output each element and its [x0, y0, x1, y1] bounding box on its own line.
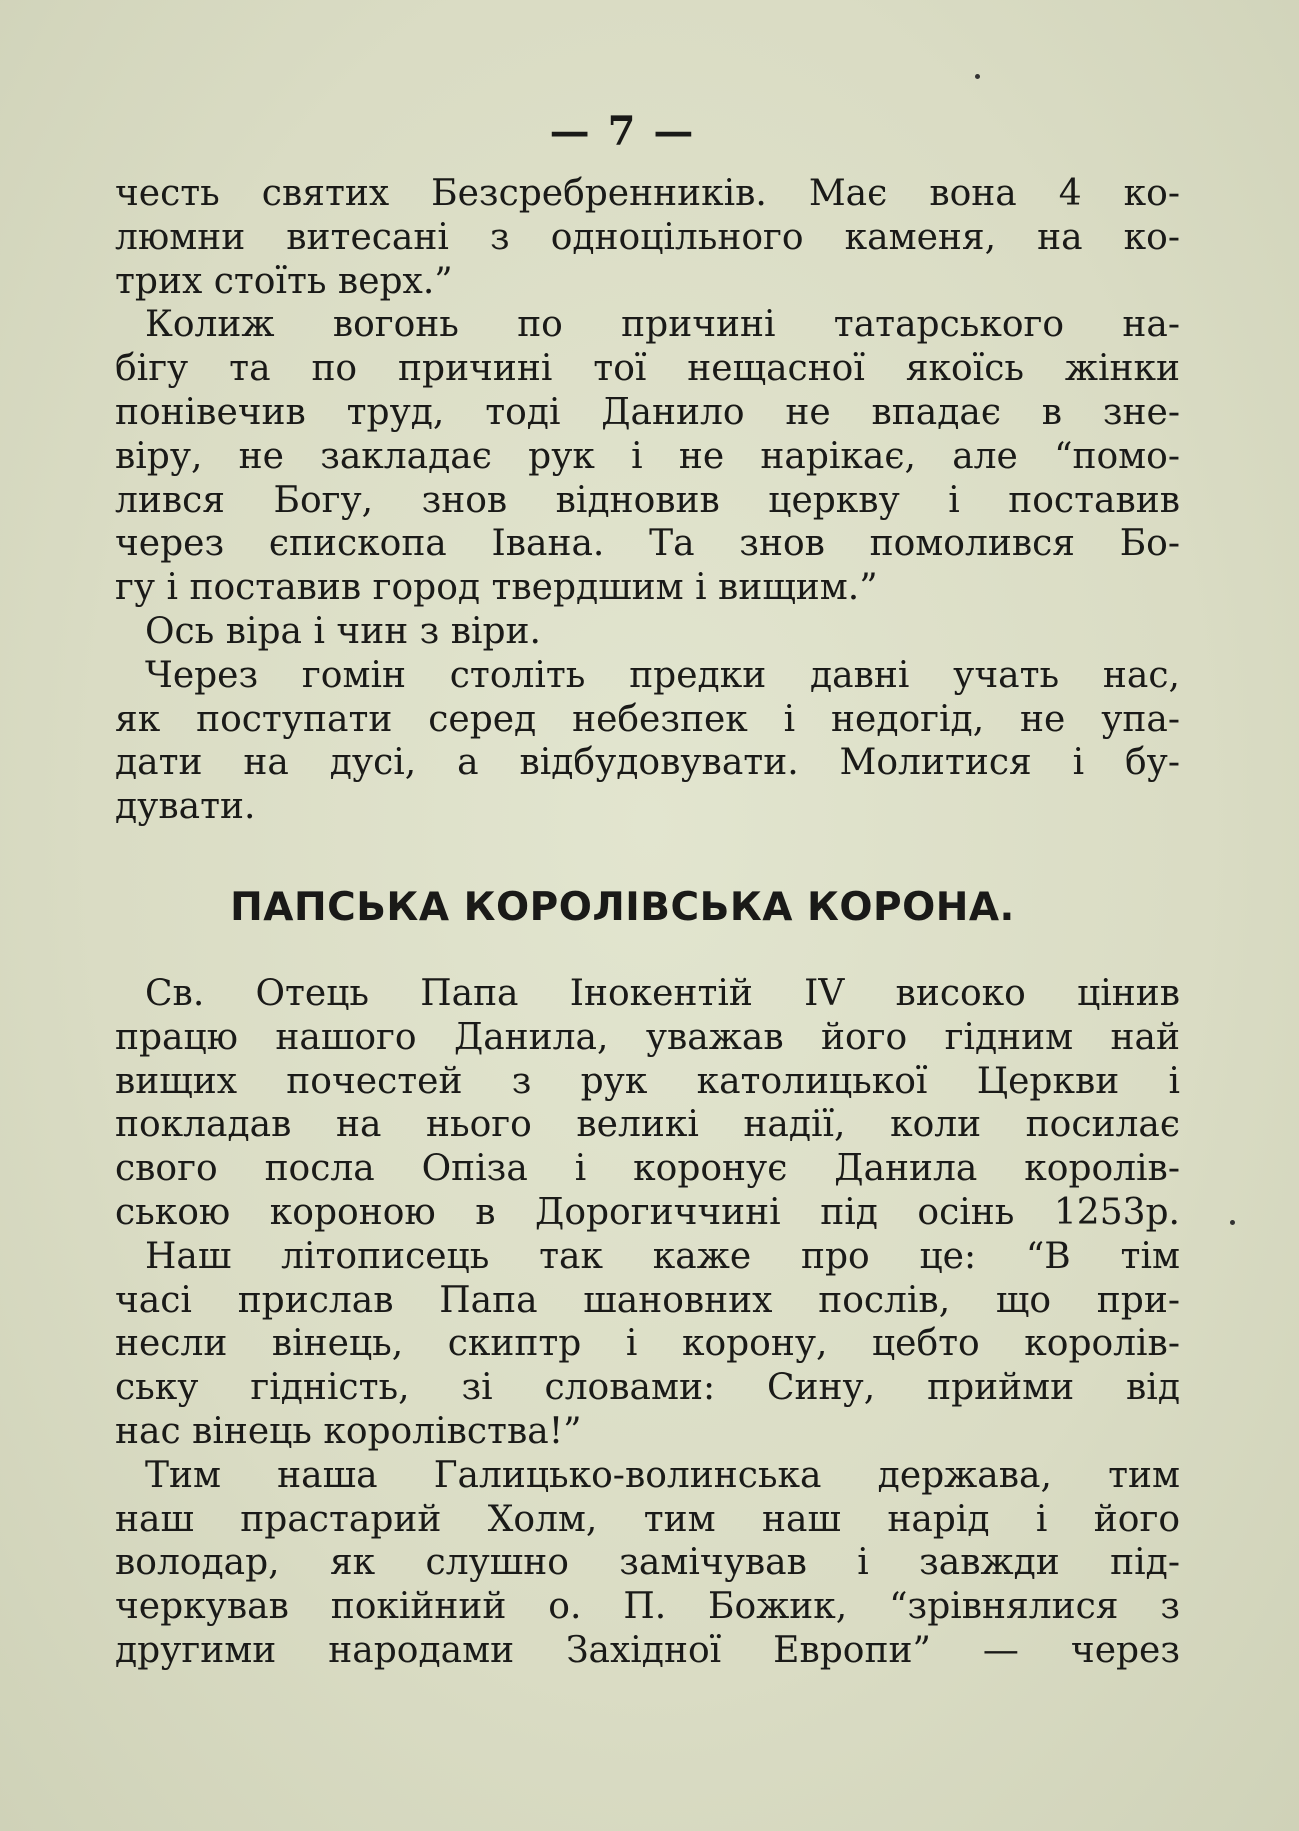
section-heading: ПАПСЬКА КОРОЛІВСЬКА КОРОНА.: [230, 885, 1015, 930]
text-line: дувати.: [115, 786, 256, 828]
text-line: володар, як слушно замічував і завжди під-: [115, 1542, 1180, 1584]
text-line: ською короною в Дорогиччині під осінь 1253р.: [115, 1191, 1180, 1233]
text-line: честь святих Безсребренників. Має вона 4 ко-: [115, 173, 1180, 214]
text-line: другими народами Західної Европи” — через: [115, 1629, 1180, 1671]
paper-speck: [1230, 1220, 1235, 1225]
text-line: Через гомін століть предки давні учать нас,: [145, 654, 1180, 696]
text-line: трих стоїть верх.”: [115, 260, 453, 302]
text-line: працю нашого Данила, уважав його гідним най: [115, 1016, 1180, 1058]
text-line: свого посла Опіза і коронує Данила королів-: [115, 1148, 1180, 1190]
text-line: як поступати серед небезпек і недогід, не упа-: [115, 698, 1180, 740]
text-line: ську гідність, зі словами: Сину, прийми від: [115, 1367, 1180, 1409]
text-line: гу і поставив город твердшим і вищим.”: [115, 567, 878, 609]
text-line: черкував покійний о. П. Божик, “зрівнялися з: [115, 1586, 1180, 1628]
text-line: Св. Отець Папа Інокентій IV високо цінив: [145, 973, 1180, 1014]
text-line: люмни витесані з одноцільного каменя, на ко-: [115, 216, 1180, 258]
text-line: нас вінець королівства!”: [115, 1410, 582, 1452]
page-number: — 7 —: [549, 108, 696, 155]
section-2-text: [115, 972, 1180, 1673]
section-1-text: [115, 172, 1180, 829]
text-line: бігу та по причині тої нещасної якоїсь жінки: [115, 348, 1180, 390]
text-line: дати на дусі, а відбудовувати. Молитися і бу-: [115, 742, 1180, 784]
text-line: часі прислав Папа шановних послів, що при-: [115, 1279, 1180, 1321]
text-line: Колиж вогонь по причині татарського на-: [145, 304, 1180, 346]
text-line: понівечив труд, тоді Данило не впадає в зне-: [115, 391, 1180, 433]
text-line: лився Богу, знов відновив церкву і поставив: [115, 479, 1180, 521]
text-line: вищих почестей з рук католицької Церкви і: [115, 1060, 1180, 1102]
text-line: покладав на нього великі надії, коли посилає: [115, 1104, 1180, 1146]
text-line: наш прастарий Холм, тим наш нарід і його: [115, 1498, 1180, 1540]
text-line: Тим наша Галицько-волинська держава, тим: [145, 1454, 1180, 1496]
text-line: Ось віра і чин з віри.: [145, 610, 541, 652]
text-line: через єпископа Івана. Та знов помолився Бо-: [115, 523, 1180, 565]
text-line: несли вінець, скиптр і корону, цебто королів-: [115, 1323, 1180, 1365]
paper-speck: [975, 74, 980, 79]
text-line: віру, не закладає рук і не нарікає, але “помо-: [115, 435, 1180, 477]
text-line: Наш літописець так каже про це: “В тім: [145, 1235, 1180, 1277]
